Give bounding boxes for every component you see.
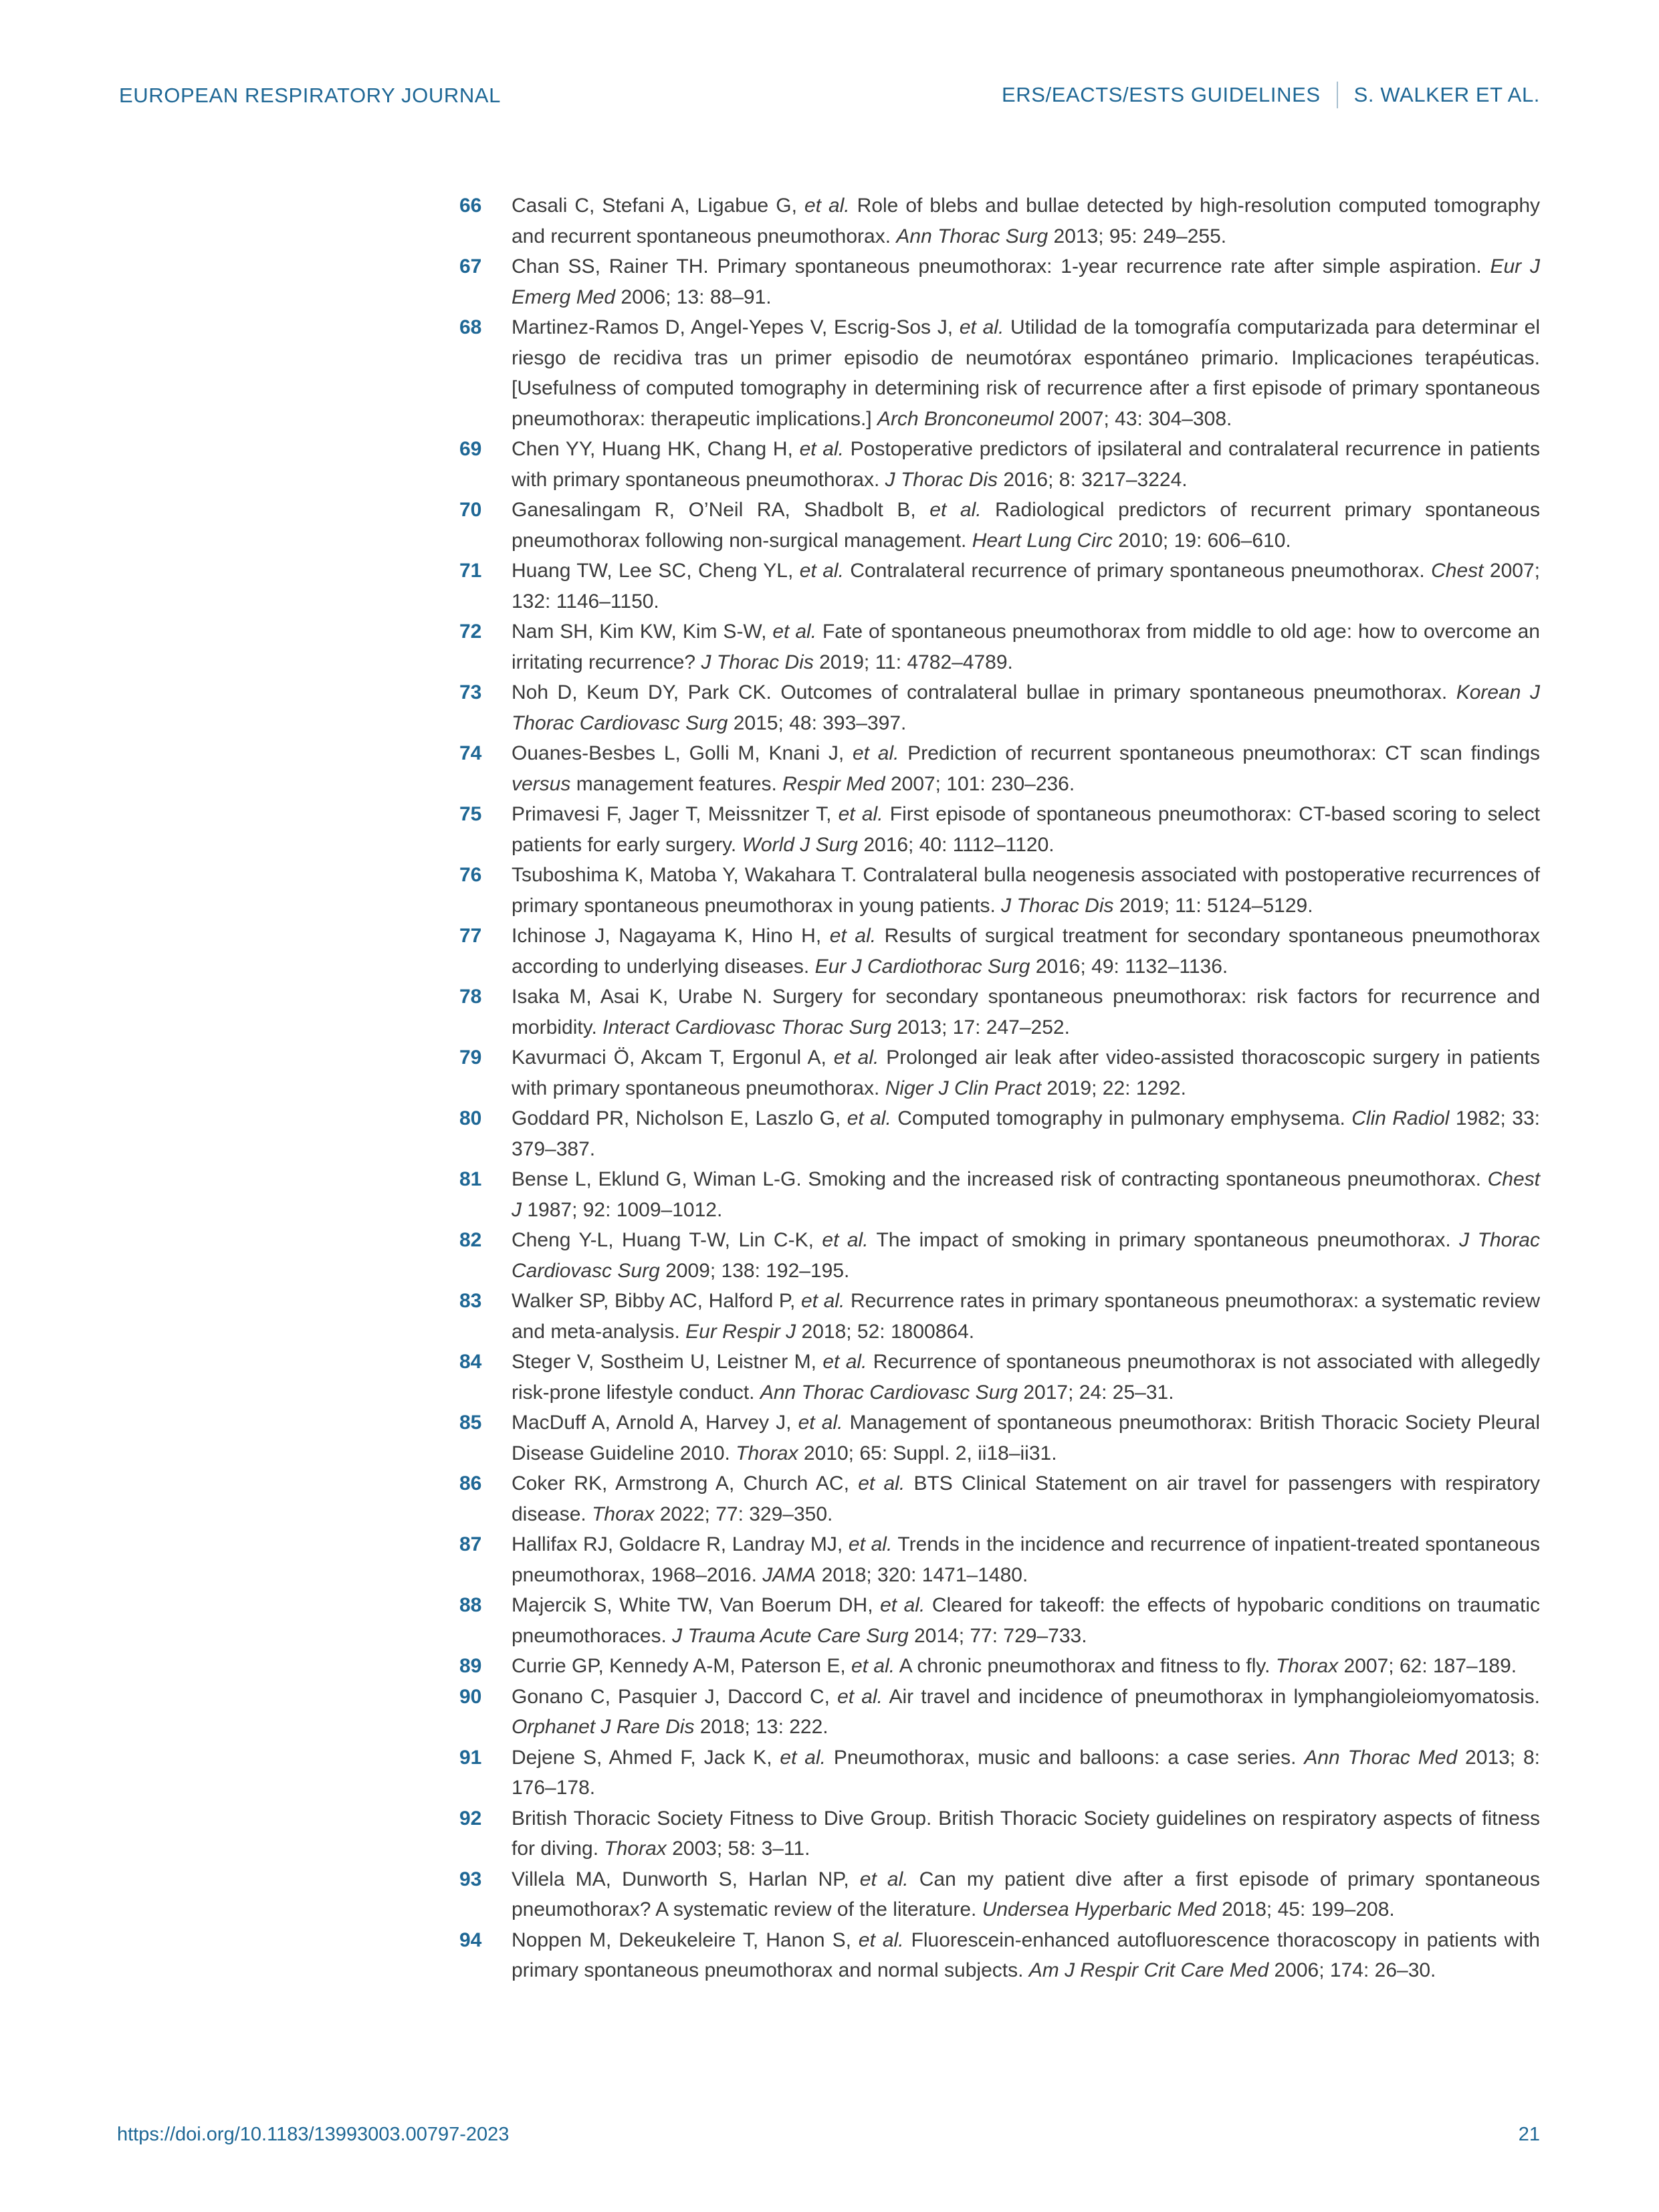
reference-text: Ichinose J, Nagayama K, Hino H, et al. Results of surgical treatment for secondary spontaneous pneumothorax according to underlying diseases. Eur J Cardiothorac Surg 2016; 49: 1132–1136. xyxy=(512,925,1541,978)
reference-number: 70 xyxy=(459,499,482,521)
reference-number: 71 xyxy=(459,560,482,582)
reference-item xyxy=(459,556,1540,617)
reference-item xyxy=(459,921,1540,982)
reference-text: Goddard PR, Nicholson E, Laszlo G, et al. Computed tomography in pulmonary emphysema. Clin Radiol 1982; 33: 379–387. xyxy=(512,1107,1540,1160)
reference-item xyxy=(459,191,1540,251)
reference-item xyxy=(459,312,1540,434)
reference-number: 79 xyxy=(459,1046,482,1069)
reference-text: Isaka M, Asai K, Urabe N. Surgery for secondary spontaneous pneumothorax: risk factors for recurrence and morbidity. Interact Cardiovasc Thorac Surg 2013; 17: 247–252. xyxy=(512,986,1540,1038)
reference-item xyxy=(459,617,1540,677)
reference-text: Majercik S, White TW, Van Boerum DH, et al. Cleared for takeoff: the effects of hypobaric conditions on traumatic pneumothoraces. J Trauma Acute Care Surg 2014; 77: 729–733. xyxy=(512,1594,1540,1647)
reference-number: 81 xyxy=(459,1168,482,1190)
reference-text: British Thoracic Society Fitness to Dive Group. British Thoracic Society guidelines on respiratory aspects of fitness for diving. Thorax 2003; 58: 3–11. xyxy=(512,1807,1540,1860)
journal-title: EUROPEAN RESPIRATORY JOURNAL xyxy=(119,84,501,107)
reference-number: 76 xyxy=(459,864,482,886)
reference-item xyxy=(459,982,1540,1042)
page-header-right xyxy=(1002,79,1540,111)
reference-item xyxy=(459,495,1540,556)
reference-text: Chan SS, Rainer TH. Primary spontaneous pneumothorax: 1-year recurrence rate after simple aspiration. Eur J Emerg Med 2006; 13: 88–91. xyxy=(512,255,1540,308)
reference-number: 83 xyxy=(459,1290,482,1312)
reference-text: Noh D, Keum DY, Park CK. Outcomes of contralateral bullae in primary spontaneous pneumothorax. Korean J Thorac Cardiovasc Surg 2015; 48: 393–397. xyxy=(512,681,1540,734)
reference-item xyxy=(459,1682,1540,1743)
reference-number: 85 xyxy=(459,1412,482,1434)
reference-item xyxy=(459,434,1540,495)
section-label: ERS/EACTS/ESTS GUIDELINES xyxy=(1001,83,1321,106)
reference-number: 66 xyxy=(459,195,482,217)
reference-item xyxy=(459,1103,1540,1164)
reference-number: 78 xyxy=(459,986,482,1008)
reference-text: Steger V, Sostheim U, Leistner M, et al. Recurrence of spontaneous pneumothorax is not associated with allegedly risk-prone lifestyle conduct. Ann Thorac Cardiovasc Surg 2017; 24: 25–31. xyxy=(512,1351,1540,1404)
reference-item xyxy=(459,1743,1540,1803)
reference-item xyxy=(459,799,1540,860)
reference-number: 90 xyxy=(459,1685,482,1708)
reference-text: Casali C, Stefani A, Ligabue G, et al. Role of blebs and bullae detected by high-resolution computed tomography and recurrent spontaneous pneumothorax. Ann Thorac Surg 2013; 95: 249–255. xyxy=(512,195,1541,247)
references-list xyxy=(459,191,1540,1986)
reference-number: 89 xyxy=(459,1655,482,1677)
reference-item xyxy=(459,1225,1540,1286)
doi-link[interactable]: https://doi.org/10.1183/13993003.00797-2023 xyxy=(117,2124,510,2145)
reference-number: 69 xyxy=(459,438,482,460)
page-number: 21 xyxy=(1518,2124,1540,2145)
reference-item xyxy=(459,1042,1540,1103)
reference-text: Gonano C, Pasquier J, Daccord C, et al. Air travel and incidence of pneumothorax in lymphangioleiomyomatosis. Orphanet J Rare Dis 2018; 13: 222. xyxy=(512,1685,1540,1738)
reference-text: Ouanes-Besbes L, Golli M, Knani J, et al. Prediction of recurrent spontaneous pneumothorax: CT scan findings versus management features. Respir Med 2007; 101: 230–236. xyxy=(512,742,1541,795)
reference-item xyxy=(459,1468,1540,1529)
reference-text: Kavurmaci Ö, Akcam T, Ergonul A, et al. Prolonged air leak after video-assisted thoracoscopic surgery in patients with primary spontaneous pneumothorax. Niger J Clin Pract 2019; 22: 1292. xyxy=(512,1046,1540,1099)
reference-text: Cheng Y-L, Huang T-W, Lin C-K, et al. The impact of smoking in primary spontaneous pneumothorax. J Thorac Cardiovasc Surg 2009; 138: 192–195. xyxy=(512,1229,1540,1282)
reference-text: Martinez-Ramos D, Angel-Yepes V, Escrig-Sos J, et al. Utilidad de la tomografía computarizada para determinar el riesgo de recidiva tras un primer episodio de neumotórax espontáneo primario. Implicaciones terapéuticas. [Usefulness of computed tomography in determining risk of recurrence after a first episode of primary spontaneous pneumothorax: therapeutic implications.] Arch Bronconeumol 2007; 43: 304–308. xyxy=(512,316,1540,430)
authors-label: S. WALKER ET AL. xyxy=(1353,83,1540,106)
reference-item xyxy=(459,1590,1540,1651)
reference-text: Tsuboshima K, Matoba Y, Wakahara T. Contralateral bulla neogenesis associated with postoperative recurrences of primary spontaneous pneumothorax in young patients. J Thorac Dis 2019; 11: 5124–5129. xyxy=(512,864,1540,917)
reference-number: 77 xyxy=(459,925,482,947)
reference-number: 94 xyxy=(459,1928,482,1951)
reference-text: Dejene S, Ahmed F, Jack K, et al. Pneumothorax, music and balloons: a case series. Ann Thorac Med 2013; 8: 176–178. xyxy=(512,1746,1541,1799)
reference-number: 91 xyxy=(459,1746,482,1769)
reference-number: 92 xyxy=(459,1807,482,1830)
reference-number: 75 xyxy=(459,803,482,825)
reference-number: 80 xyxy=(459,1107,482,1129)
reference-number: 68 xyxy=(459,316,482,338)
reference-text: Chen YY, Huang HK, Chang H, et al. Postoperative predictors of ipsilateral and contralateral recurrence in patients with primary spontaneous pneumothorax. J Thorac Dis 2016; 8: 3217–3224. xyxy=(512,438,1540,491)
reference-item xyxy=(459,1529,1540,1590)
reference-text: MacDuff A, Arnold A, Harvey J, et al. Management of spontaneous pneumothorax: British Thoracic Society Pleural Disease Guideline 2010. Thorax 2010; 65: Suppl. 2, ii18–ii31. xyxy=(512,1412,1541,1464)
reference-item xyxy=(459,677,1540,738)
header-separator xyxy=(1337,82,1338,108)
reference-text: Huang TW, Lee SC, Cheng YL, et al. Contralateral recurrence of primary spontaneous pneumothorax. Chest 2007; 132: 1146–1150. xyxy=(512,560,1540,613)
reference-number: 87 xyxy=(459,1533,482,1555)
reference-item xyxy=(459,860,1540,921)
reference-text: Walker SP, Bibby AC, Halford P, et al. Recurrence rates in primary spontaneous pneumothorax: a systematic review and meta-analysis. Eur Respir J 2018; 52: 1800864. xyxy=(512,1290,1540,1343)
reference-number: 67 xyxy=(459,255,482,278)
reference-item xyxy=(459,1286,1540,1347)
reference-item xyxy=(459,251,1540,312)
reference-text: Coker RK, Armstrong A, Church AC, et al. BTS Clinical Statement on air travel for passengers with respiratory disease. Thorax 2022; 77: 329–350. xyxy=(512,1472,1540,1525)
reference-text: Bense L, Eklund G, Wiman L-G. Smoking and the increased risk of contracting spontaneous pneumothorax. Chest J 1987; 92: 1009–1012. xyxy=(512,1168,1540,1221)
reference-number: 72 xyxy=(459,621,482,643)
reference-item xyxy=(459,1803,1540,1864)
reference-item xyxy=(459,1347,1540,1408)
reference-text: Nam SH, Kim KW, Kim S-W, et al. Fate of spontaneous pneumothorax from middle to old age: how to overcome an irritating recurrence? J Thorac Dis 2019; 11: 4782–4789. xyxy=(512,621,1540,673)
reference-text: Currie GP, Kennedy A-M, Paterson E, et al. A chronic pneumothorax and fitness to fly. Thorax 2007; 62: 187–189. xyxy=(512,1655,1517,1677)
reference-text: Primavesi F, Jager T, Meissnitzer T, et al. First episode of spontaneous pneumothorax: CT-based scoring to select patients for early surgery. World J Surg 2016; 40: 1112–1120. xyxy=(512,803,1540,856)
reference-item xyxy=(459,1864,1540,1925)
reference-number: 82 xyxy=(459,1229,482,1251)
reference-item xyxy=(459,1408,1540,1468)
reference-item xyxy=(459,1925,1540,1986)
reference-text: Ganesalingam R, O’Neil RA, Shadbolt B, et al. Radiological predictors of recurrent primary spontaneous pneumothorax following non-surgical management. Heart Lung Circ 2010; 19: 606–610. xyxy=(512,499,1540,552)
reference-number: 74 xyxy=(459,742,482,764)
reference-number: 86 xyxy=(459,1472,482,1495)
reference-number: 73 xyxy=(459,681,482,703)
reference-item xyxy=(459,1651,1540,1682)
reference-text: Noppen M, Dekeukeleire T, Hanon S, et al. Fluorescein-enhanced autofluorescence thoracoscopy in patients with primary spontaneous pneumothorax and normal subjects. Am J Respir Crit Care Med 2006; 174: 26–30. xyxy=(512,1928,1540,1981)
reference-item xyxy=(459,1164,1540,1225)
reference-item xyxy=(459,738,1540,799)
reference-number: 88 xyxy=(459,1594,482,1616)
reference-number: 84 xyxy=(459,1351,482,1373)
reference-number: 93 xyxy=(459,1868,482,1890)
reference-text: Hallifax RJ, Goldacre R, Landray MJ, et al. Trends in the incidence and recurrence of inpatient-treated spontaneous pneumothorax, 1968–2016. JAMA 2018; 320: 1471–1480. xyxy=(512,1533,1541,1586)
reference-text: Villela MA, Dunworth S, Harlan NP, et al. Can my patient dive after a first episode of primary spontaneous pneumothorax? A systematic review of the literature. Undersea Hyperbaric Med 2018; 45: 199–208. xyxy=(512,1868,1540,1920)
